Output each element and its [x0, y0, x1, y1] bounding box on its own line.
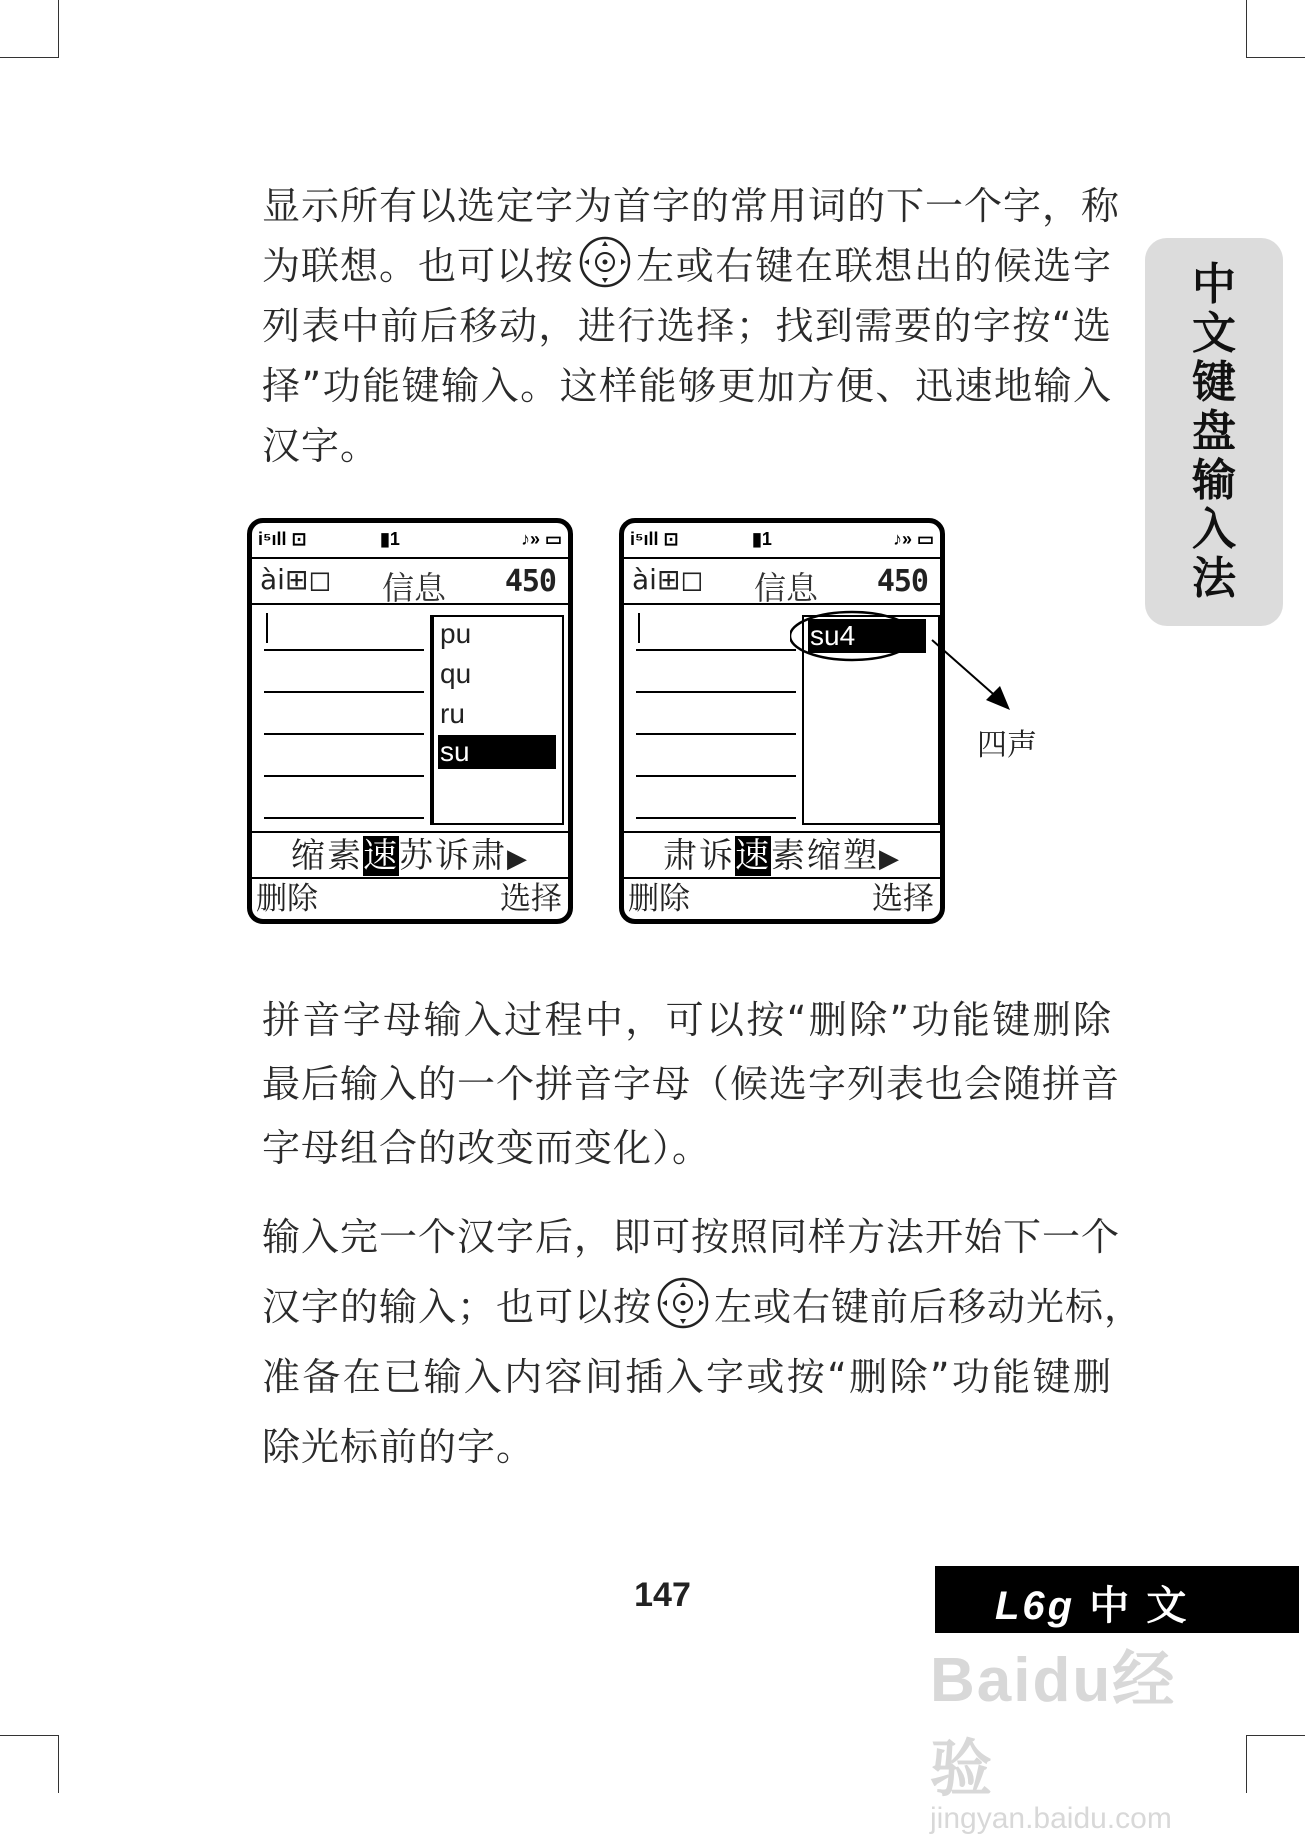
crop-mark: [0, 1735, 58, 1736]
side-tab-char: 文: [1192, 308, 1236, 359]
char-counter: 450: [876, 564, 928, 599]
word-option[interactable]: 肃: [471, 836, 507, 876]
signal-icon: i⁵ıll ⊡: [258, 529, 307, 549]
candidate-item[interactable]: pu: [440, 618, 472, 649]
word-option[interactable]: 塑: [843, 836, 879, 876]
paragraph-1: [262, 176, 1121, 476]
softkey-right-select[interactable]: 选择: [500, 881, 562, 917]
side-tab-char: 键: [1192, 357, 1236, 408]
crop-mark: [1246, 0, 1247, 58]
softkey-right-select[interactable]: 选择: [872, 881, 934, 917]
text-cursor: [638, 613, 640, 643]
side-tab-char: 输: [1192, 455, 1236, 506]
text-line: 择”功能键输入。这样能够更加方便、迅速地输入: [262, 364, 1112, 408]
word-option[interactable]: 苏: [399, 836, 435, 876]
signal-icon: i⁵ıll ⊡: [630, 529, 679, 549]
status-bar: [258, 527, 562, 555]
chapter-side-tab: [1145, 238, 1283, 626]
crop-mark: [1247, 57, 1305, 58]
text-line: 除光标前的字。: [262, 1425, 536, 1469]
word-suggestion-bar: [624, 831, 940, 879]
model-badge: [935, 1566, 1299, 1633]
text-line: 显示所有以选定字为首字的常用词的下一个字，称: [262, 184, 1121, 228]
page-number: 147: [634, 1576, 691, 1614]
screen-header: [252, 557, 568, 605]
text-line: 准备在已输入内容间插入字或按“删除”功能键删: [262, 1355, 1112, 1399]
line-icon: ▮1: [380, 529, 400, 549]
input-mode-indicator: ài⊞◻: [632, 563, 704, 596]
text-line: [262, 1272, 1144, 1342]
text-fragment: 左或右键前后移动光标，: [714, 1285, 1144, 1329]
text-line: [262, 236, 1112, 296]
candidate-item-selected[interactable]: su: [438, 735, 556, 769]
paragraph-3: [262, 1202, 1144, 1482]
crop-mark: [58, 0, 59, 58]
word-option[interactable]: 诉: [435, 836, 471, 876]
word-option[interactable]: 缩: [807, 836, 843, 876]
softkey-left-delete[interactable]: 删除: [628, 881, 690, 917]
word-option[interactable]: 缩: [291, 836, 327, 876]
input-mode-indicator: ài⊞◻: [260, 563, 332, 596]
chapter-side-tab-label: [1145, 260, 1283, 603]
screen-header: [624, 557, 940, 605]
nav-key-icon: [656, 1276, 710, 1330]
softkey-bar: [624, 877, 940, 921]
watermark-url: jingyan.baidu.com: [930, 1802, 1172, 1835]
text-fragment: 汉字的输入；也可以按: [262, 1285, 653, 1329]
side-tab-char: 盘: [1192, 406, 1236, 457]
callout-label: 四声: [977, 728, 1037, 763]
word-option[interactable]: 肃: [663, 836, 699, 876]
text-line: 最后输入的一个拼音字母（候选字列表也会随拼音: [262, 1062, 1121, 1106]
text-line: 列表中前后移动，进行选择；找到需要的字按“选: [262, 304, 1112, 348]
softkey-bar: [252, 877, 568, 921]
callout-arrow: [790, 600, 1030, 740]
paragraph-2: [262, 988, 1121, 1180]
candidate-item-selected[interactable]: su4: [808, 619, 926, 653]
text-area: [264, 611, 424, 831]
model-language: 中 文: [1089, 1584, 1190, 1628]
text-area: [636, 611, 796, 831]
crop-mark: [1246, 1735, 1247, 1793]
word-option-selected[interactable]: 速: [735, 836, 771, 876]
word-option[interactable]: 诉: [699, 836, 735, 876]
battery-icon: ♪» ▭: [520, 529, 562, 549]
text-cursor: [266, 613, 268, 643]
text-fragment: 左或右键在联想出的候选字: [636, 244, 1112, 288]
candidate-item[interactable]: ru: [440, 698, 465, 729]
crop-mark: [0, 57, 58, 58]
candidate-item[interactable]: qu: [440, 658, 472, 689]
status-bar: [630, 527, 934, 555]
text-line: 字母组合的改变而变化）。: [262, 1126, 712, 1170]
side-tab-char: 中: [1192, 259, 1236, 310]
more-arrow-icon: ▶: [879, 844, 901, 874]
screen-title: 信息: [754, 570, 819, 606]
text-fragment: 为联想。也可以按: [262, 244, 575, 288]
side-tab-char: 入: [1192, 504, 1236, 555]
word-option[interactable]: 素: [327, 836, 363, 876]
watermark-brand: Baidu经验: [930, 1646, 1177, 1804]
battery-icon: ♪» ▭: [892, 529, 934, 549]
nav-key-icon: [578, 235, 632, 289]
model-name: L6g: [995, 1584, 1076, 1628]
word-option[interactable]: 素: [771, 836, 807, 876]
phone-screen-left: [247, 518, 573, 924]
text-line: 输入完一个汉字后，即可按照同样方法开始下一个: [262, 1215, 1121, 1259]
text-line: 拼音字母输入过程中，可以按“删除”功能键删除: [262, 998, 1112, 1042]
candidate-list: [430, 615, 564, 825]
line-icon: ▮1: [752, 529, 772, 549]
char-counter: 450: [504, 564, 556, 599]
softkey-left-delete[interactable]: 删除: [256, 881, 318, 917]
crop-mark: [58, 1735, 59, 1793]
screen-title: 信息: [382, 570, 447, 606]
text-line: 汉字。: [262, 424, 380, 468]
more-arrow-icon: ▶: [507, 844, 529, 874]
word-suggestion-bar: [252, 831, 568, 879]
crop-mark: [1247, 1735, 1305, 1736]
watermark: [930, 1630, 1230, 1836]
side-tab-char: 法: [1192, 553, 1236, 604]
word-option-selected[interactable]: 速: [363, 836, 399, 876]
